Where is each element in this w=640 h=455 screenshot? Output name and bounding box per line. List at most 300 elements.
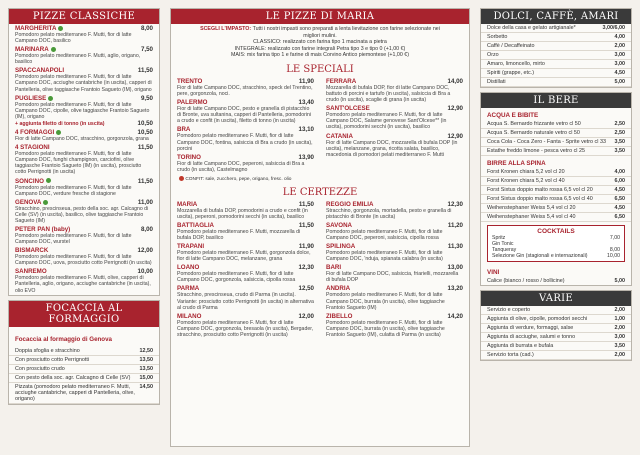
menu-item-head <box>326 264 463 271</box>
menu-item-price: 12,90 <box>447 105 463 113</box>
price-row-price: 4,00 <box>614 34 625 40</box>
menu-item-price: 14,20 <box>447 312 463 320</box>
menu-item-price: 11,20 <box>447 221 463 229</box>
menu-item-price: 14,00 <box>447 77 463 85</box>
menu-item <box>171 221 320 242</box>
menu-item-desc: Pomodoro pelato mediterraneo F. Mutti, gorgonzola dolce, fior di latte Campano DOC, melanzane, grana <box>177 250 311 263</box>
price-row-price: 2,50 <box>614 130 625 136</box>
menu-item <box>9 143 159 176</box>
birre-title: BIRRE ALLA SPINA <box>487 160 546 167</box>
menu-item-name: MARIA <box>177 200 198 208</box>
price-row-price: 4,50 <box>614 70 625 76</box>
menu-item-price: 12,00 <box>137 247 153 255</box>
price-row <box>492 253 620 259</box>
menu-item-price: 13,10 <box>298 126 314 134</box>
menu-item-price: 8,00 <box>140 25 153 32</box>
price-row-label: Estathe freddo limone - pesca vetro cl 25 <box>487 148 585 154</box>
price-row <box>481 195 631 204</box>
menu-item-desc: Pomodoro pelato mediterraneo F. Mutti, fior di latte Campano DOC, burrata (in uscita), olive taggiasche Frantoio Sagueto (IM), culatta di Parma (in uscita) <box>326 319 445 338</box>
price-row-price: 1,00 <box>614 316 625 322</box>
maria-title: LE PIZZE DI MARIA <box>171 9 469 24</box>
varie-list <box>481 306 631 360</box>
menu-item-extra-price: 10,50 <box>137 119 153 127</box>
price-row <box>9 347 159 356</box>
price-row <box>481 138 631 147</box>
price-row-price: 4,00 <box>614 169 625 175</box>
menu-item-price: 11,50 <box>298 200 314 208</box>
price-row-label: Aggiunta di olive, cipolle, pomodori secchi <box>487 316 588 322</box>
menu-item-head <box>326 243 463 250</box>
classiche-box <box>8 8 160 296</box>
menu-item-head <box>177 222 314 229</box>
menu-item <box>171 125 320 152</box>
menu-item-name: ZIBELLO <box>326 312 353 320</box>
veg-leaf-icon <box>58 26 63 31</box>
certezze-left <box>171 200 320 339</box>
menu-item-head <box>15 247 153 254</box>
menu-item-price: 11,90 <box>298 77 314 85</box>
menu-item-price: 11,50 <box>137 67 153 75</box>
menu-item-head <box>177 313 314 320</box>
price-row-price: 3,00 <box>614 334 625 340</box>
menu-item-desc: Pomodoro pelato mediterraneo F. Mutti, fior di latte Campano DOC, verdure fresche di stagione <box>15 184 132 197</box>
menu-item-desc: Pomodoro pelato mediterraneo F. Mutti, fior di latte Campano DOC, wurstel <box>15 232 132 246</box>
menu-item <box>9 66 159 93</box>
menu-item-desc: Stracchino, prescinseua, crudo di Parma (in uscita). Variante: prosciutto cotto Perrignotti (in uscita) in alternativa al crudo di Parma <box>177 292 314 311</box>
vini-title: VINI <box>487 269 500 276</box>
menu-item-name: SONCINO <box>15 178 51 185</box>
price-row <box>481 351 631 360</box>
certezze-grid <box>171 200 469 339</box>
menu-item-head <box>177 201 314 208</box>
price-row <box>481 342 631 351</box>
vini-label: Calice (bianco / rosso / bollicine) <box>487 278 565 284</box>
price-row-label: Selezione Gin (stagionali e internazionali) <box>492 253 588 259</box>
price-row-label: Caffè / Decaffeinato <box>487 43 535 49</box>
menu-item <box>171 284 320 311</box>
price-row-price: 15,00 <box>139 374 153 381</box>
menu-item-desc: Pomodoro pelato mediterraneo F. Mutti, mozzarella di bufala DOP, basilico <box>177 228 301 241</box>
price-row-price: 3,00/6,00 <box>602 25 625 31</box>
veg-leaf-icon <box>43 200 48 205</box>
impasto-text: Tutti i nostri impasti sono preparati a lenta lievitazione con farine selezionate nei migliori mulini. <box>252 26 440 39</box>
menu-item-head <box>177 243 314 250</box>
price-row-price: 3,50 <box>614 148 625 154</box>
menu-item-head <box>15 199 153 206</box>
menu-item-price: 12,30 <box>298 264 314 272</box>
price-row-price: 10,00 <box>607 253 620 259</box>
menu-item-price: 11,50 <box>137 144 153 152</box>
price-row-label: Aggiunta di burrata e bufala <box>487 343 554 349</box>
impasto-classico: CLASSICO: realizzato con farina tipo 1 macinata a pietra <box>253 39 387 46</box>
price-row <box>9 383 159 404</box>
menu-item <box>171 77 320 98</box>
menu-item-name: BRA <box>177 126 191 134</box>
menu-item-name: 4 STAGIONI <box>15 144 50 152</box>
price-row-label: Aggiunta di verdure, formaggi, salse <box>487 325 574 331</box>
dolci-title: DOLCI, CAFFÈ, AMARI <box>481 9 631 24</box>
menu-item-name: FERRARA <box>326 77 357 85</box>
speciali-left <box>171 77 320 174</box>
price-row <box>481 333 631 342</box>
menu-item <box>320 312 469 339</box>
price-row <box>481 204 631 213</box>
menu-item <box>320 242 469 263</box>
menu-item-desc: Pomodoro pelato mediterraneo F. Mutti, fior di latte Campano DOC, cipolle, olive taggiasche Frantoio Sagueto (IM), origano <box>15 101 150 120</box>
menu-item-desc: Fior di latte Campano DOC, stracchino, gorgonzola, grana <box>15 136 149 143</box>
bere-box <box>480 92 632 286</box>
price-row-label: Orzo <box>487 52 499 58</box>
menu-item-desc: Stracchino, gorgonzola, mortadella, pesto e granella di pistacchio di Bronte (in uscita) <box>326 207 452 220</box>
price-row-price: 2,00 <box>614 325 625 331</box>
price-row-price: 2,00 <box>614 43 625 49</box>
price-row-label: Gin Tonic <box>492 241 514 247</box>
menu-item-name: GENOVA <box>15 199 48 206</box>
menu-item-head <box>15 178 153 185</box>
menu-item-name: SPACCANAPOLI <box>15 67 65 75</box>
menu-item-name: MILANO <box>177 312 202 320</box>
menu-item <box>320 132 469 159</box>
price-row-label: Doppia sfoglia e stracchino <box>15 347 80 354</box>
price-row-label: Weihenstephaner Weiss 5,4 vol cl 40 <box>487 214 576 220</box>
menu-item-desc: Pomodoro pelato mediterraneo F. Mutti, fior di latte Campano DOC, 'nduja, spianata calabra (in uscita) <box>326 250 443 263</box>
price-row-label: Aggiunta di acciughe, salumi e tonno <box>487 334 576 340</box>
impasto-mais: MAIS: mix farina tipo 1 e farine di mais Corvino Antico piemontese (+1,00 €) <box>231 52 409 59</box>
menu-item <box>9 225 159 246</box>
speciali-title: LE SPECIALI <box>286 63 354 75</box>
menu-item-name: MARINARA <box>15 46 56 53</box>
menu-item <box>171 200 320 221</box>
menu-item-head <box>15 46 153 53</box>
menu-item-price: 11,00 <box>137 198 153 206</box>
menu-item-price: 7,50 <box>140 46 153 54</box>
speciali-right <box>320 77 469 174</box>
menu-item-name: PETER PAN (baby) <box>15 225 71 233</box>
menu-item <box>320 104 469 131</box>
price-row-label: Forst Kronen chiara 5,2 vol cl 20 <box>487 169 565 175</box>
menu-item-price: 12,90 <box>447 132 463 140</box>
price-row <box>481 315 631 324</box>
price-row <box>481 51 631 60</box>
menu-item-name: SANREMO <box>15 268 47 276</box>
price-row <box>481 78 631 87</box>
price-row-label: Acqua S. Bernardo naturale vetro cl 50 <box>487 130 580 136</box>
price-row-price: 3,00 <box>614 61 625 67</box>
price-row <box>481 213 631 222</box>
price-row <box>9 374 159 383</box>
price-row-price: 6,00 <box>614 178 625 184</box>
price-row-label: Spiriti (grappe, etc.) <box>487 70 535 76</box>
menu-item-name: BISMARCK <box>15 247 49 255</box>
menu-item-head <box>15 67 153 74</box>
acqua-title: ACQUA E BIBITE <box>487 112 539 119</box>
menu-item <box>320 284 469 311</box>
price-row-label: Forst Sixtus doppio malto rossa 6,5 vol cl 40 <box>487 196 593 202</box>
vini-row <box>481 277 631 285</box>
menu-item-head <box>177 285 314 292</box>
price-row-price: 13,50 <box>139 365 153 372</box>
menu-item-head <box>326 78 463 85</box>
menu-item-head <box>177 126 314 133</box>
price-row-price: 3,00 <box>614 52 625 58</box>
cocktail-list <box>492 235 620 259</box>
focaccia-list <box>9 347 159 404</box>
menu-item <box>9 94 159 128</box>
menu-item-name: LOANO <box>177 264 200 272</box>
price-row-price: 2,00 <box>614 352 625 358</box>
menu-item <box>320 221 469 242</box>
impasto-title: SCEGLI L'IMPASTO: <box>200 26 252 32</box>
menu-item <box>9 128 159 143</box>
cocktails-box <box>487 225 625 262</box>
price-row-label: Con prosciutto crudo <box>15 365 65 372</box>
menu-item-head <box>15 226 153 233</box>
menu-item-name: 4 FORMAGGI <box>15 129 61 136</box>
menu-item <box>171 263 320 284</box>
menu-item-price: 11,50 <box>137 177 153 185</box>
menu-item-desc: Pomodoro pelato mediterraneo F. Mutti, fior di latte Campano DOC, Salame genovese Sant'Olcese** (in uscita), pomodorini secchi (in uscita), basilico <box>326 112 447 131</box>
menu-item-head <box>326 222 463 229</box>
price-row-label: Con prosciutto cotto Perrignotti <box>15 356 90 363</box>
menu-item-price: 10,00 <box>137 268 153 276</box>
menu-item-price: 11,90 <box>298 243 314 251</box>
vini-price: 5,00 <box>614 278 625 284</box>
focaccia-head: Focaccia al formaggio di Genova <box>15 335 112 343</box>
price-row <box>481 24 631 33</box>
price-row <box>481 120 631 129</box>
price-row-label: Spritz <box>492 235 506 241</box>
menu-item-head <box>177 264 314 271</box>
price-row <box>481 42 631 51</box>
confit-dot-icon <box>179 176 184 181</box>
column-classiche <box>8 8 160 405</box>
confit-text: CONFIT: sale, zucchero, pepe, origano, fresc. olio <box>185 176 292 182</box>
price-row-price: 2,50 <box>614 121 625 127</box>
menu-item-head <box>177 99 314 106</box>
menu-item <box>9 246 159 267</box>
menu-item-desc: Pomodoro pelato mediterraneo F. Mutti, fior di latte Campano DOC, gorgonzola, salsiccia, cipolla rossa <box>177 271 296 284</box>
cocktails-title: COCKTAILS <box>537 228 575 235</box>
menu-item-head <box>15 25 153 32</box>
price-row-label: Servizio e coperto <box>487 307 531 313</box>
price-row-label: Coca Cola - Coca Zero - Fanta - Sprite vetro cl 33 <box>487 139 606 145</box>
menu-item-desc: Pomodoro pelato mediterraneo F. Mutti, fior di latte Campano DOC, gorgonzola, bresaola (in uscita), Bergader, stracchino, prosciutto cotto Perrignotti (in uscita) <box>177 319 314 338</box>
veg-leaf-icon <box>46 178 51 183</box>
menu-item-name: REGGIO EMILIA <box>326 200 374 208</box>
menu-item-name: SAVONA <box>326 221 353 229</box>
menu-item-desc: Fior di latte Campano DOC, salsiccia, friarielli, mozzarella di bufala DOP <box>326 271 459 284</box>
menu-item-name: PUGLIESE <box>15 95 53 102</box>
dolci-list <box>481 24 631 87</box>
menu-item-price: 13,00 <box>447 264 463 272</box>
price-row <box>481 69 631 78</box>
menu-item <box>9 45 159 66</box>
price-row-label: Pizzata (pomodoro pelato mediterraneo F. Mutti, acciughe cantabriche, capperi di Pantelleria, olive, origano) <box>15 383 135 402</box>
price-row-price: 8,00 <box>609 247 620 253</box>
menu-item-name: CATANIA <box>326 132 353 140</box>
menu-item-desc: Mozzarella di bufala DOP, pomodorini a crudo e confit (in uscita), peperoni, pomodorini secchi (in uscita), basilico <box>177 207 308 220</box>
price-row-price: 2,00 <box>614 307 625 313</box>
menu-item-desc: Pomodoro pelato mediterraneo F. Mutti, fior di latte Campano DOC, funghi champignon, carciofini, olive taggiasche Frantoio Sagueto (IM) (in uscita), prosciutto cotto Perrignotti (in uscita) <box>15 151 142 176</box>
menu-item-price: 12,50 <box>298 285 314 293</box>
classiche-list <box>9 24 159 295</box>
menu-item-desc: Pomodoro pelato mediterraneo F. Mutti, fior di latte Campano DOC, basilico <box>15 32 132 45</box>
menu-item-head <box>177 154 314 161</box>
price-row <box>481 324 631 333</box>
menu-item <box>9 267 159 294</box>
menu-item-price: 8,00 <box>140 225 153 233</box>
veg-leaf-icon <box>56 130 61 135</box>
varie-box <box>480 290 632 361</box>
impasto-integrale: INTEGRALE: realizzato con farine integrali Petra tipo 3 e tipo 0 (+1,00 €) <box>234 45 406 52</box>
focaccia-box <box>8 300 160 405</box>
price-row <box>481 168 631 177</box>
menu-item-name: BARI <box>326 264 342 272</box>
price-row-price: 13,50 <box>139 356 153 363</box>
menu-item-name: TORINO <box>177 153 201 161</box>
price-row-price: 12,50 <box>139 347 153 354</box>
menu-item-price: 11,30 <box>447 243 463 251</box>
menu-item-head <box>15 95 153 102</box>
veg-leaf-icon <box>48 96 53 101</box>
focaccia-head-row <box>9 327 159 347</box>
menu-item-price: 13,20 <box>447 285 463 293</box>
price-row-label: Dolce della casa e gelato artigianale* <box>487 25 576 31</box>
price-row <box>9 365 159 374</box>
price-row <box>481 147 631 156</box>
menu-item-name: SPILINGA <box>326 243 356 251</box>
impasto-block <box>171 24 469 61</box>
menu-item-desc: Fior di latte Campano DOC, stracchino, speck del Trentino, pere, gorgonzola, noci. <box>177 84 313 98</box>
menu-item <box>9 198 159 225</box>
menu-item-desc: Pomodoro pelato mediterraneo F. Mutti, fior di latte Campano DOC, uova, prosciutto cotto Perrignotti (in uscita) <box>15 254 152 267</box>
menu-item-head <box>326 201 463 208</box>
menu-item-price: 13,40 <box>298 99 314 107</box>
menu-item <box>171 312 320 339</box>
bere-title: IL BERE <box>481 93 631 108</box>
price-row-label: Tanqueray <box>492 247 517 253</box>
menu-item-head <box>15 129 153 136</box>
menu-item-price: 9,50 <box>140 94 153 102</box>
menu-item-name: SANT'OLCESE <box>326 105 370 113</box>
birre-list <box>481 168 631 222</box>
varie-title: VARIE <box>481 291 631 306</box>
menu-item <box>320 263 469 284</box>
price-row-label: Servizio torta (cad.) <box>487 352 534 358</box>
menu-item-desc: Pomodoro pelato mediterraneo F. Mutti, fior di latte Campano DOC, acciughe cantabriche (in uscita), capperi di Pantelleria, olive taggiasche Frantoio Sagueto (IM), origano <box>15 74 152 93</box>
menu-item-desc: Pomodoro pelato mediterraneo F. Mutti, fior di latte Campano DOC, fontina, salsiccia di Bra a crudo (in uscita), porcini <box>177 133 313 152</box>
price-row <box>481 186 631 195</box>
menu-item-price: 12,00 <box>298 312 314 320</box>
price-row-label: Distillati <box>487 79 506 85</box>
menu-item-desc: Fior di latte Campano DOC, mozzarella di bufala DOP (in uscita), melanzane, grana, ricotta salata, basilico, macedonia di pomodori pelati mediterraneo F. Mutti <box>326 139 458 158</box>
menu-item-name: ANDRIA <box>326 285 351 293</box>
price-row-price: 5,00 <box>614 79 625 85</box>
classiche-title: PIZZE CLASSICHE <box>9 9 159 24</box>
dolci-box <box>480 8 632 88</box>
price-row-price: 14,50 <box>139 383 153 390</box>
menu-item-head <box>326 313 463 320</box>
menu-item-price: 13,90 <box>298 153 314 161</box>
focaccia-title: FOCACCIA AL FORMAGGIO <box>9 301 159 327</box>
menu-item-name: BATTIAGLIA <box>177 221 215 229</box>
menu-item-desc: Pomodoro pelato mediterraneo F. Mutti, olive, capperi di Pantelleria, aglio, origano, acciughe cantabriche (in uscita), olio EVO <box>15 275 151 294</box>
price-row-label: Con pesto della soc. agr. Calcagno di Celle (SV) <box>15 374 131 381</box>
confit-legend <box>171 174 469 184</box>
menu-item-desc: Fior di latte Campano DOC, peperoni, salsiccia di Bra a crudo (in uscita), Castelmagno <box>177 160 305 173</box>
menu-item-price: 10,50 <box>137 129 153 137</box>
column-drinks <box>480 8 632 361</box>
menu-item <box>320 200 469 221</box>
certezze-right <box>320 200 469 339</box>
price-row-label: Sorbetto <box>487 34 508 40</box>
price-row-price: 3,50 <box>614 343 625 349</box>
menu-item <box>171 242 320 263</box>
price-row-label: Amaro, limoncello, mirto <box>487 61 545 67</box>
price-row-price: 7,00 <box>609 235 620 241</box>
menu-item-name: TRENTO <box>177 77 203 85</box>
menu-item <box>320 77 469 104</box>
price-row <box>481 129 631 138</box>
price-row-price: 6,50 <box>614 196 625 202</box>
menu-item-desc: Mozzarella di bufala DOP, fior di latte Campano DOC, battuto di porcini e tartufo (in uscita), salsiccia di Bra a crudo (in uscita), scaglie di grana (in uscita) <box>326 84 451 104</box>
menu-item-head <box>177 78 314 85</box>
menu-item <box>171 98 320 125</box>
certezze-title: LE CERTEZZE <box>282 186 358 198</box>
column-maria <box>170 8 470 447</box>
menu-item-extra-label: + aggiunta filetto di tonno (in uscita) <box>15 120 105 127</box>
menu-item-price: 12,30 <box>447 200 463 208</box>
price-row <box>9 356 159 365</box>
menu-item-head <box>15 144 153 151</box>
price-row-label: Forst Sixtus doppio malto rossa 6,5 vol cl 20 <box>487 187 593 193</box>
menu-item-desc: Fior di latte Campano DOC, pesto e granella di pistacchio di Bronte, uva sultanina, capperi di Pantelleria, pomodorini a crudo e confit (in uscita), filetto di tonno (in uscita) <box>177 106 312 125</box>
price-row <box>481 33 631 42</box>
speciali-grid <box>171 77 469 174</box>
menu-item-name: TRAPANI <box>177 243 205 251</box>
price-row-price: 4,50 <box>614 187 625 193</box>
price-row <box>481 177 631 186</box>
price-row-price: 4,50 <box>614 205 625 211</box>
menu-item-head <box>15 268 153 275</box>
menu-item <box>171 153 320 174</box>
menu-item <box>9 177 159 198</box>
price-row-price: 3,50 <box>614 139 625 145</box>
menu-item-head <box>326 133 463 140</box>
menu-item-extra <box>15 120 153 127</box>
price-row-label: Weihenstephaner Weiss 5,4 vol cl 20 <box>487 205 576 211</box>
acqua-list <box>481 120 631 156</box>
menu-item-name: MARGHERITA <box>15 25 63 32</box>
maria-box <box>170 8 470 447</box>
price-row <box>481 60 631 69</box>
menu-item-name: PARMA <box>177 285 200 293</box>
menu-item-head <box>326 285 463 292</box>
menu-item-head <box>326 105 463 112</box>
menu-item-desc: Pomodoro pelato mediterraneo F. Mutti, aglio, origano, basilico <box>15 53 141 66</box>
menu-item-name: PALERMO <box>177 99 208 107</box>
menu-item-desc: Pomodoro pelato mediterraneo F. Mutti, fior di latte Campano DOC, burrata (in uscita), olive taggiasche Frantoio Sagueto (IM) <box>326 292 445 311</box>
price-row-label: Acqua S. Bernardo frizzante vetro cl 50 <box>487 121 581 127</box>
menu-item-desc: Stracchino, prescinseua, pesto della soc. agr. Calcagno di Celle (SV) (in uscita), basilico, olive taggiasche Frantoio Sagueto (IM) <box>15 205 149 224</box>
menu-item-desc: Pomodoro pelato mediterraneo F. Mutti, fior di latte Campano DOC, peperoni, salsiccia, cipolla rossa <box>326 228 443 241</box>
price-row <box>481 306 631 315</box>
menu-item <box>9 24 159 45</box>
price-row-price: 6,50 <box>614 214 625 220</box>
veg-leaf-icon <box>51 47 56 52</box>
menu-item-price: 11,50 <box>298 221 314 229</box>
price-row-label: Forst Kronen chiara 5,2 vol cl 40 <box>487 178 565 184</box>
